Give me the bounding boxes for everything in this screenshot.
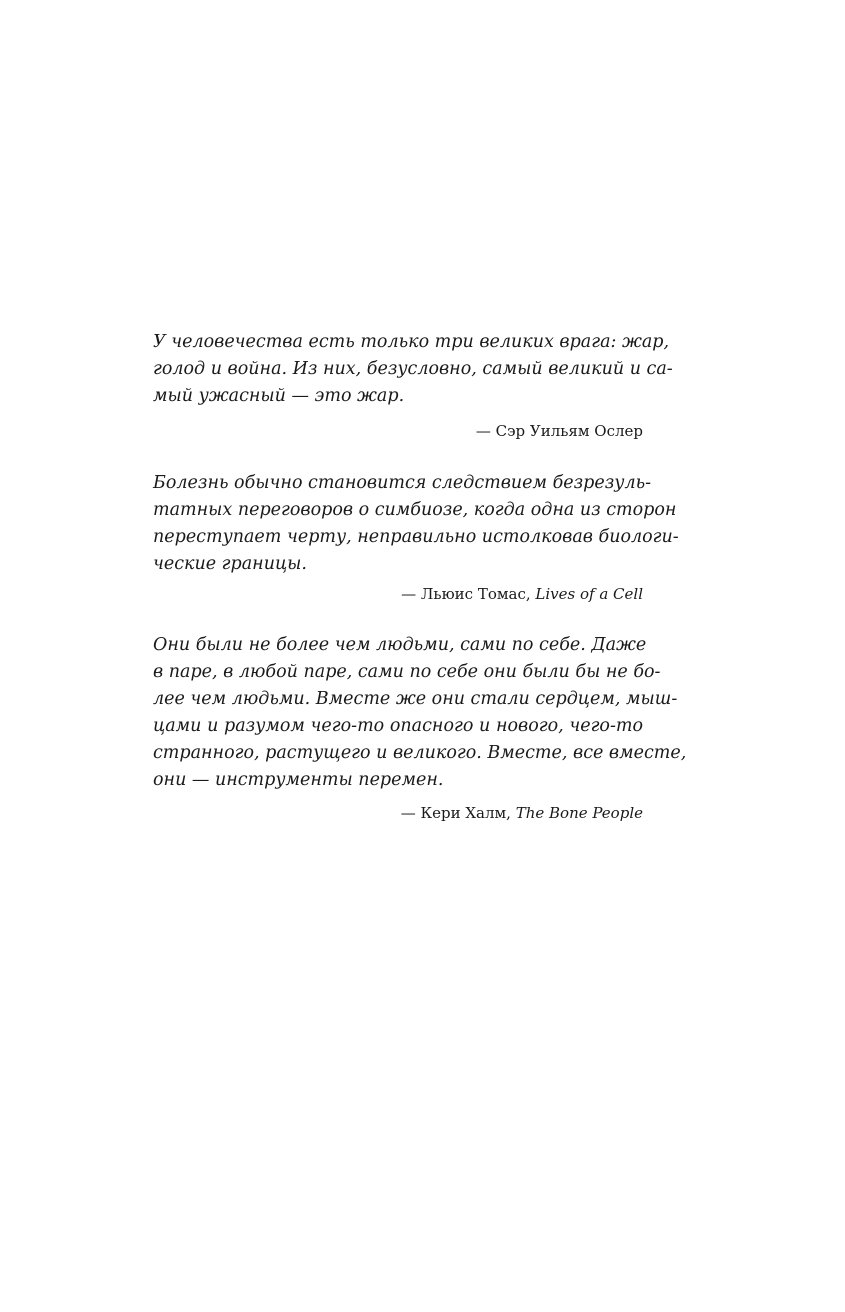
quote-line: татных переговоров о симбиозе, когда одна из сторон [153, 500, 677, 520]
epigraph-thomas [153, 470, 679, 604]
epigraph-hulme [153, 632, 687, 823]
quote-line: ческие границы. [153, 554, 307, 574]
quote-line: У человечества есть только три великих врага: жар, [153, 332, 670, 352]
quote-line: в паре, в любой паре, сами по себе они были бы не бо- [153, 662, 661, 682]
quote-line: голод и война. Из них, безусловно, самый великий и са- [153, 359, 673, 379]
attribution [153, 584, 643, 604]
quote-line: Болезнь обычно становится следствием безрезуль- [153, 473, 652, 493]
author-name: — Льюис Томас, [401, 585, 536, 603]
author-name: — Кери Халм, [400, 804, 516, 822]
author-name: — Сэр Уильям Ослер [475, 422, 643, 440]
quote-line: они — инструменты перемен. [153, 770, 444, 790]
quote-line: переступает черту, неправильно истолковав биологи- [153, 527, 679, 547]
quote-line: странного, растущего и великого. Вместе, все вместе, [153, 743, 687, 763]
work-title: Lives of a Cell [535, 585, 643, 603]
attribution [153, 421, 643, 441]
quote-text [153, 470, 679, 578]
attribution [153, 803, 643, 823]
quote-text [153, 632, 687, 794]
quote-line: Они были не более чем людьми, сами по себе. Даже [153, 635, 647, 655]
quote-line: цами и разумом чего-то опасного и нового, чего-то [153, 716, 643, 736]
work-title: The Bone People [515, 804, 643, 822]
quote-line: лее чем людьми. Вместе же они стали сердцем, мыш- [153, 689, 678, 709]
epigraph-osler [153, 329, 673, 441]
quote-text [153, 329, 673, 410]
quote-line: мый ужасный — это жар. [153, 386, 405, 406]
